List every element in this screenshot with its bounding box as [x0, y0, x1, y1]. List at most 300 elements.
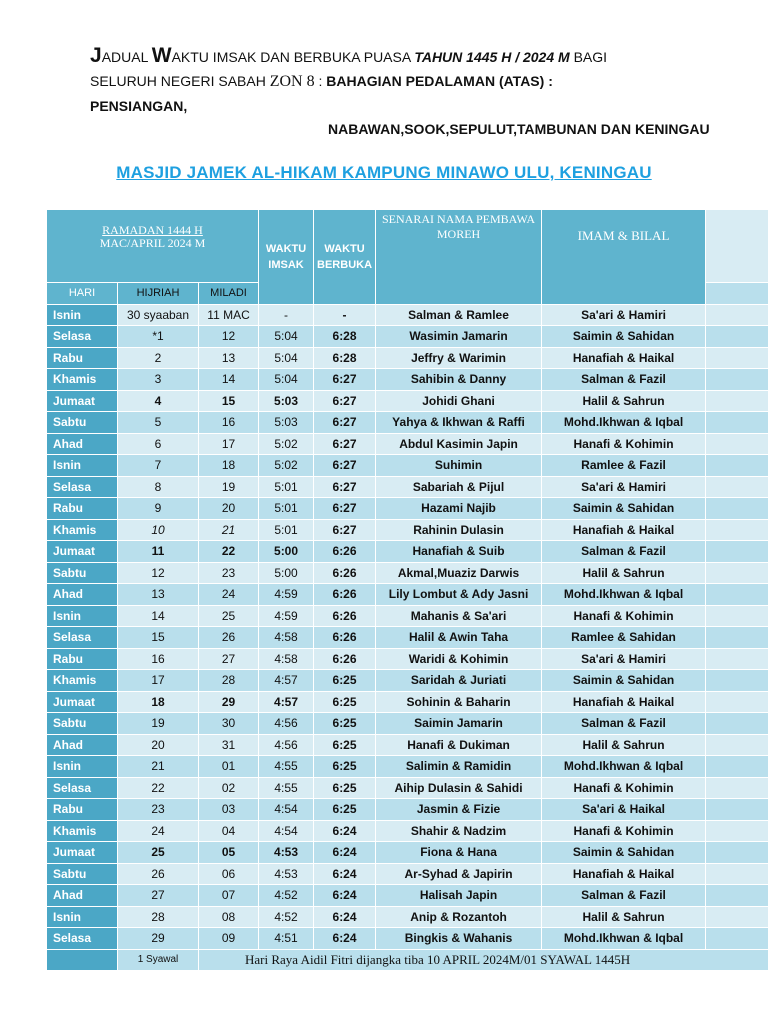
spare-cell: [706, 326, 768, 348]
imam-cell: Halil & Sahrun: [542, 734, 706, 756]
imam-cell: Saimin & Sahidan: [542, 842, 706, 864]
table-row: [47, 627, 768, 649]
spare-cell: [706, 347, 768, 369]
imam-cell: Salman & Fazil: [542, 541, 706, 563]
miladi-cell: 24: [199, 584, 259, 606]
hijriah-cell: 24: [118, 820, 199, 842]
miladi-cell: 28: [199, 670, 259, 692]
table-row: [47, 390, 768, 412]
imsak-cell: 5:04: [259, 347, 314, 369]
imsak-cell: 4:57: [259, 691, 314, 713]
table-row: [47, 412, 768, 434]
hijriah-cell: 14: [118, 605, 199, 627]
hijriah-cell: 29: [118, 928, 199, 950]
hari-cell: Ahad: [47, 584, 118, 606]
imsak-cell: 4:55: [259, 777, 314, 799]
hijriah-cell: 20: [118, 734, 199, 756]
ramadan-label: RAMADAN 1444 H: [102, 223, 203, 237]
imam-cell: Sa'ari & Haikal: [542, 799, 706, 821]
hijriah-cell: 3: [118, 369, 199, 391]
table-row: [47, 863, 768, 885]
hijriah-cell: 8: [118, 476, 199, 498]
spare-cell: [706, 756, 768, 778]
spare-cell: [706, 412, 768, 434]
hijriah-cell: 19: [118, 713, 199, 735]
spare-cell: [706, 541, 768, 563]
table-row: [47, 304, 768, 326]
miladi-cell: 31: [199, 734, 259, 756]
spare-cell: [706, 519, 768, 541]
imam-cell: Halil & Sahrun: [542, 390, 706, 412]
imam-cell: Mohd.Ikhwan & Iqbal: [542, 928, 706, 950]
mosque-name: MASJID JAMEK AL-HIKAM KAMPUNG MINAWO ULU, KENINGAU: [116, 163, 652, 182]
table-row: [47, 734, 768, 756]
imam-cell: Salman & Fazil: [542, 369, 706, 391]
schedule-table: [46, 209, 768, 971]
imsak-cell: 4:58: [259, 648, 314, 670]
moreh-cell: Lily Lombut & Ady Jasni: [376, 584, 542, 606]
table-row: [47, 455, 768, 477]
berbuka-cell: 6:25: [314, 799, 376, 821]
miladi-cell: 22: [199, 541, 259, 563]
hijriah-cell: 22: [118, 777, 199, 799]
hari-raya-note: Hari Raya Aidil Fitri dijangka tiba 10 APRIL 2024M/01 SYAWAL 1445H: [199, 949, 768, 971]
table-row: [47, 820, 768, 842]
imam-cell: Ramlee & Sahidan: [542, 627, 706, 649]
spare-cell: [706, 670, 768, 692]
spare-cell: [706, 885, 768, 907]
moreh-cell: Aihip Dulasin & Sahidi: [376, 777, 542, 799]
table-row: [47, 498, 768, 520]
miladi-header: MILADI: [199, 283, 259, 305]
hari-cell: Jumaat: [47, 842, 118, 864]
moreh-cell: Akmal,Muaziz Darwis: [376, 562, 542, 584]
hari-cell: Selasa: [47, 777, 118, 799]
hijriah-cell: 25: [118, 842, 199, 864]
spare-cell: [706, 605, 768, 627]
hari-cell: Ahad: [47, 885, 118, 907]
spare-cell: [706, 906, 768, 928]
hari-cell: Sabtu: [47, 562, 118, 584]
imam-cell: Hanafi & Kohimin: [542, 777, 706, 799]
miladi-cell: 14: [199, 369, 259, 391]
moreh-cell: Bingkis & Wahanis: [376, 928, 542, 950]
hari-cell: Rabu: [47, 799, 118, 821]
spare-cell: [706, 713, 768, 735]
spare-cell: [706, 584, 768, 606]
table-row: [47, 906, 768, 928]
imam-cell: Hanafi & Kohimin: [542, 820, 706, 842]
miladi-cell: 27: [199, 648, 259, 670]
spare-cell: [706, 734, 768, 756]
table-row: [47, 584, 768, 606]
berbuka-cell: 6:26: [314, 605, 376, 627]
miladi-cell: 09: [199, 928, 259, 950]
imam-cell: Saimin & Sahidan: [542, 670, 706, 692]
moreh-cell: Ar-Syhad & Japirin: [376, 863, 542, 885]
imam-cell: Mohd.Ikhwan & Iqbal: [542, 412, 706, 434]
hari-cell: Isnin: [47, 906, 118, 928]
imsak-cell: 4:54: [259, 820, 314, 842]
berbuka-cell: 6:27: [314, 412, 376, 434]
berbuka-cell: 6:24: [314, 928, 376, 950]
spare-cell: [706, 842, 768, 864]
imsak-cell: 4:53: [259, 842, 314, 864]
table-row: [47, 648, 768, 670]
moreh-cell: Jasmin & Fizie: [376, 799, 542, 821]
berbuka-cell: 6:27: [314, 369, 376, 391]
berbuka-cell: 6:26: [314, 562, 376, 584]
moreh-cell: Abdul Kasimin Japin: [376, 433, 542, 455]
moreh-cell: Hanafiah & Suib: [376, 541, 542, 563]
berbuka-cell: -: [314, 304, 376, 326]
hari-cell: Jumaat: [47, 691, 118, 713]
imsak-cell: 5:01: [259, 476, 314, 498]
imsak-cell: 5:02: [259, 455, 314, 477]
hari-cell: Selasa: [47, 326, 118, 348]
title-waktu: AKTU IMSAK DAN BERBUKA PUASA: [171, 49, 411, 65]
berbuka-cell: 6:26: [314, 541, 376, 563]
berbuka-cell: 6:27: [314, 519, 376, 541]
imsak-cell: 4:54: [259, 799, 314, 821]
berbuka-cell: 6:26: [314, 584, 376, 606]
miladi-cell: 11 MAC: [199, 304, 259, 326]
berbuka-header: WAKTU BERBUKA: [314, 210, 376, 305]
hijriah-cell: 11: [118, 541, 199, 563]
hari-cell: Ahad: [47, 433, 118, 455]
imsak-cell: 5:03: [259, 412, 314, 434]
table-row: [47, 842, 768, 864]
miladi-cell: 29: [199, 691, 259, 713]
spare-cell: [706, 691, 768, 713]
hari-cell: Jumaat: [47, 390, 118, 412]
imsak-cell: 5:03: [259, 390, 314, 412]
miladi-cell: 18: [199, 455, 259, 477]
miladi-cell: 15: [199, 390, 259, 412]
hijriah-cell: 12: [118, 562, 199, 584]
title-colon: :: [318, 73, 323, 89]
hari-cell: Khamis: [47, 369, 118, 391]
imam-cell: Hanafi & Kohimin: [542, 605, 706, 627]
table-row: [47, 326, 768, 348]
month-label: MAC/APRIL 2024 M: [99, 236, 206, 250]
title-cap-w: W: [151, 44, 172, 67]
moreh-cell: Sahibin & Danny: [376, 369, 542, 391]
imam-cell: Salman & Fazil: [542, 713, 706, 735]
berbuka-cell: 6:27: [314, 476, 376, 498]
berbuka-cell: 6:24: [314, 863, 376, 885]
hijriah-cell: 15: [118, 627, 199, 649]
imsak-cell: 4:52: [259, 906, 314, 928]
table-row: [47, 476, 768, 498]
imsak-cell: 4:58: [259, 627, 314, 649]
table-row: [47, 562, 768, 584]
imsak-cell: 4:51: [259, 928, 314, 950]
hari-cell: Selasa: [47, 928, 118, 950]
imam-cell: Sa'ari & Hamiri: [542, 304, 706, 326]
hari-cell: Jumaat: [47, 541, 118, 563]
spare-header-cell: [706, 283, 768, 305]
title-zon: ZON 8: [269, 73, 315, 90]
table-row: [47, 369, 768, 391]
imsak-cell: -: [259, 304, 314, 326]
hari-cell: Sabtu: [47, 412, 118, 434]
imsak-cell: 4:57: [259, 670, 314, 692]
hijriah-cell: 16: [118, 648, 199, 670]
imsak-cell: 5:04: [259, 326, 314, 348]
moreh-cell: Saridah & Juriati: [376, 670, 542, 692]
hari-cell: Khamis: [47, 670, 118, 692]
moreh-header: SENARAI NAMA PEMBAWA MOREH: [376, 210, 542, 305]
hijriah-cell: 13: [118, 584, 199, 606]
moreh-cell: Hanafi & Dukiman: [376, 734, 542, 756]
berbuka-cell: 6:25: [314, 713, 376, 735]
moreh-cell: Anip & Rozantoh: [376, 906, 542, 928]
title-jadual: ADUAL: [101, 49, 148, 65]
table-row: [47, 799, 768, 821]
miladi-cell: 13: [199, 347, 259, 369]
table-row: [47, 713, 768, 735]
imsak-cell: 5:02: [259, 433, 314, 455]
moreh-cell: Salimin & Ramidin: [376, 756, 542, 778]
table-row: [47, 670, 768, 692]
miladi-cell: 16: [199, 412, 259, 434]
imam-cell: Halil & Sahrun: [542, 562, 706, 584]
moreh-cell: Rahinin Dulasin: [376, 519, 542, 541]
imsak-cell: 5:04: [259, 369, 314, 391]
hari-cell: Ahad: [47, 734, 118, 756]
miladi-cell: 06: [199, 863, 259, 885]
berbuka-cell: 6:27: [314, 390, 376, 412]
table-row: [47, 928, 768, 950]
table-row: [47, 777, 768, 799]
table-row: [47, 541, 768, 563]
spare-cell: [706, 777, 768, 799]
berbuka-cell: 6:25: [314, 734, 376, 756]
miladi-cell: 17: [199, 433, 259, 455]
hari-cell: Isnin: [47, 455, 118, 477]
moreh-cell: Halil & Awin Taha: [376, 627, 542, 649]
table-row: [47, 347, 768, 369]
miladi-cell: 23: [199, 562, 259, 584]
imam-cell: Salman & Fazil: [542, 885, 706, 907]
miladi-cell: 30: [199, 713, 259, 735]
imam-cell: Ramlee & Fazil: [542, 455, 706, 477]
title-bagi: BAGI: [573, 49, 608, 65]
hari-cell: Isnin: [47, 605, 118, 627]
spare-cell: [706, 863, 768, 885]
title-cap-j: J: [90, 44, 102, 67]
hari-cell: Khamis: [47, 820, 118, 842]
miladi-cell: 20: [199, 498, 259, 520]
miladi-cell: 05: [199, 842, 259, 864]
hijriah-cell: *1: [118, 326, 199, 348]
spare-cell: [706, 799, 768, 821]
imam-cell: Hanafiah & Haikal: [542, 863, 706, 885]
moreh-cell: Yahya & Ikhwan & Raffi: [376, 412, 542, 434]
hari-cell: Rabu: [47, 498, 118, 520]
imam-cell: Sa'ari & Hamiri: [542, 476, 706, 498]
hijriah-cell: 27: [118, 885, 199, 907]
miladi-cell: 25: [199, 605, 259, 627]
imam-cell: Hanafi & Kohimin: [542, 433, 706, 455]
imam-cell: Sa'ari & Hamiri: [542, 648, 706, 670]
hijriah-cell: 18: [118, 691, 199, 713]
moreh-cell: Shahir & Nadzim: [376, 820, 542, 842]
berbuka-cell: 6:24: [314, 842, 376, 864]
berbuka-cell: 6:28: [314, 326, 376, 348]
berbuka-cell: 6:26: [314, 627, 376, 649]
hijriah-cell: 28: [118, 906, 199, 928]
spare-cell: [706, 820, 768, 842]
hijriah-cell: 9: [118, 498, 199, 520]
berbuka-cell: 6:27: [314, 433, 376, 455]
table-row: [47, 885, 768, 907]
title-year: TAHUN 1445 H / 2024 M: [414, 49, 570, 65]
imam-header: IMAM & BILAL: [542, 210, 706, 305]
spare-header-cell: [706, 210, 768, 283]
imam-cell: Saimin & Sahidan: [542, 498, 706, 520]
moreh-cell: Sohinin & Baharin: [376, 691, 542, 713]
syawal-label: 1 Syawal: [118, 949, 199, 971]
moreh-cell: Halisah Japin: [376, 885, 542, 907]
moreh-cell: Johidi Ghani: [376, 390, 542, 412]
hijriah-cell: 17: [118, 670, 199, 692]
table-row: [47, 519, 768, 541]
berbuka-cell: 6:28: [314, 347, 376, 369]
imam-cell: Mohd.Ikhwan & Iqbal: [542, 584, 706, 606]
spare-cell: [706, 390, 768, 412]
spare-cell: [706, 562, 768, 584]
imam-cell: Halil & Sahrun: [542, 906, 706, 928]
hijriah-cell: 21: [118, 756, 199, 778]
miladi-cell: 07: [199, 885, 259, 907]
table-row: [47, 691, 768, 713]
moreh-cell: Sabariah & Pijul: [376, 476, 542, 498]
spare-cell: [706, 455, 768, 477]
moreh-cell: Suhimin: [376, 455, 542, 477]
berbuka-cell: 6:27: [314, 498, 376, 520]
imsak-cell: 4:56: [259, 734, 314, 756]
berbuka-cell: 6:24: [314, 820, 376, 842]
spare-cell: [706, 498, 768, 520]
berbuka-cell: 6:26: [314, 648, 376, 670]
footer-day-cell: [47, 949, 118, 971]
miladi-cell: 21: [199, 519, 259, 541]
hari-cell: Selasa: [47, 627, 118, 649]
berbuka-cell: 6:27: [314, 455, 376, 477]
hari-cell: Rabu: [47, 648, 118, 670]
spare-cell: [706, 627, 768, 649]
imsak-header: WAKTU IMSAK: [259, 210, 314, 305]
imsak-cell: 4:55: [259, 756, 314, 778]
hari-cell: Sabtu: [47, 863, 118, 885]
ramadan-header: [47, 210, 259, 283]
hijriah-cell: 4: [118, 390, 199, 412]
hijriah-cell: 23: [118, 799, 199, 821]
imsak-cell: 5:01: [259, 519, 314, 541]
spare-cell: [706, 433, 768, 455]
hari-cell: Isnin: [47, 756, 118, 778]
hijriah-cell: 2: [118, 347, 199, 369]
imsak-cell: 5:00: [259, 541, 314, 563]
spare-cell: [706, 648, 768, 670]
moreh-cell: Salman & Ramlee: [376, 304, 542, 326]
berbuka-cell: 6:25: [314, 691, 376, 713]
imsak-cell: 4:53: [259, 863, 314, 885]
spare-cell: [706, 369, 768, 391]
hari-cell: Khamis: [47, 519, 118, 541]
miladi-cell: 08: [199, 906, 259, 928]
spare-cell: [706, 304, 768, 326]
miladi-cell: 26: [199, 627, 259, 649]
title-pensiangan: PENSIANGAN,: [90, 98, 188, 114]
imsak-cell: 4:59: [259, 605, 314, 627]
moreh-cell: Jeffry & Warimin: [376, 347, 542, 369]
imsak-cell: 4:52: [259, 885, 314, 907]
imam-cell: Mohd.Ikhwan & Iqbal: [542, 756, 706, 778]
miladi-cell: 04: [199, 820, 259, 842]
miladi-cell: 03: [199, 799, 259, 821]
imsak-cell: 5:00: [259, 562, 314, 584]
hijriah-cell: 6: [118, 433, 199, 455]
berbuka-cell: 6:25: [314, 777, 376, 799]
miladi-cell: 01: [199, 756, 259, 778]
hijriah-cell: 26: [118, 863, 199, 885]
hijriah-cell: 30 syaaban: [118, 304, 199, 326]
moreh-cell: Mahanis & Sa'ari: [376, 605, 542, 627]
title-bahagian: BAHAGIAN PEDALAMAN (ATAS) :: [326, 73, 553, 89]
berbuka-cell: 6:25: [314, 670, 376, 692]
imsak-cell: 4:56: [259, 713, 314, 735]
hari-cell: Selasa: [47, 476, 118, 498]
spare-cell: [706, 928, 768, 950]
hari-cell: Sabtu: [47, 713, 118, 735]
table-row: [47, 605, 768, 627]
moreh-cell: Waridi & Kohimin: [376, 648, 542, 670]
berbuka-cell: 6:24: [314, 906, 376, 928]
hari-cell: Isnin: [47, 304, 118, 326]
hijriah-cell: 10: [118, 519, 199, 541]
hijriah-cell: 5: [118, 412, 199, 434]
title-districts: NABAWAN,SOOK,SEPULUT,TAMBUNAN DAN KENINGAU: [328, 121, 710, 137]
imam-cell: Hanafiah & Haikal: [542, 347, 706, 369]
moreh-cell: Wasimin Jamarin: [376, 326, 542, 348]
miladi-cell: 19: [199, 476, 259, 498]
hijriah-cell: 7: [118, 455, 199, 477]
imsak-cell: 4:59: [259, 584, 314, 606]
moreh-cell: Hazami Najib: [376, 498, 542, 520]
table-row: [47, 756, 768, 778]
imsak-cell: 5:01: [259, 498, 314, 520]
moreh-cell: Fiona & Hana: [376, 842, 542, 864]
hari-header: HARI: [47, 283, 118, 305]
spare-cell: [706, 476, 768, 498]
imam-cell: Hanafiah & Haikal: [542, 519, 706, 541]
imam-cell: Hanafiah & Haikal: [542, 691, 706, 713]
hari-cell: Rabu: [47, 347, 118, 369]
document-title: [90, 44, 730, 118]
imam-cell: Saimin & Sahidan: [542, 326, 706, 348]
hijriah-header: HIJRIAH: [118, 283, 199, 305]
berbuka-cell: 6:25: [314, 756, 376, 778]
miladi-cell: 02: [199, 777, 259, 799]
table-row: [47, 433, 768, 455]
moreh-cell: Saimin Jamarin: [376, 713, 542, 735]
berbuka-cell: 6:24: [314, 885, 376, 907]
miladi-cell: 12: [199, 326, 259, 348]
title-seluruh: SELURUH NEGERI SABAH: [90, 73, 266, 89]
